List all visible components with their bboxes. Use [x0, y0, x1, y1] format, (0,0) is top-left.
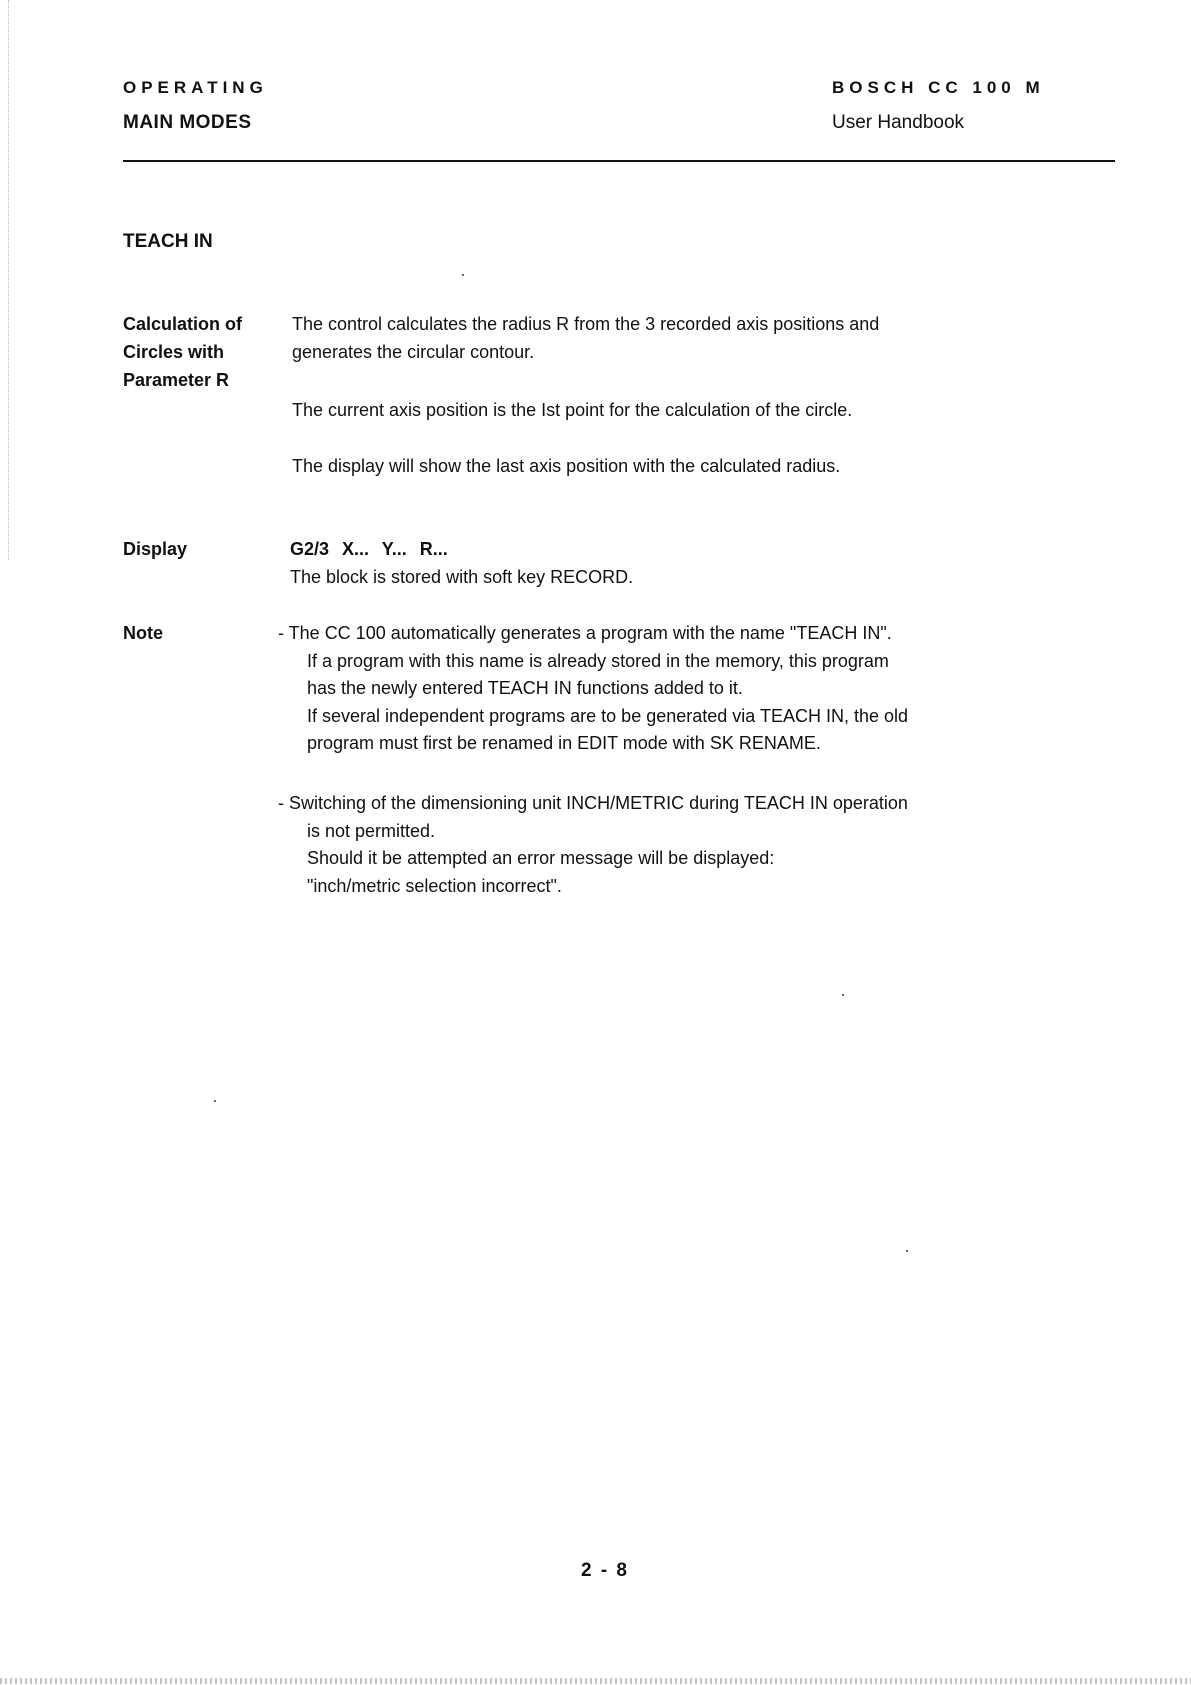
header-product: BOSCH CC 100 M: [832, 78, 1045, 97]
scan-speck: [906, 1250, 908, 1252]
scan-speck: [842, 994, 844, 996]
note-label: Note: [123, 623, 163, 643]
note-item-line: "inch/metric selection incorrect".: [307, 875, 562, 896]
display-label: Display: [123, 539, 188, 559]
calculation-label-line: Circles with: [123, 342, 225, 362]
calculation-label-line: Parameter R: [123, 370, 230, 390]
body-line: The current axis position is the Ist point for the calculation of the circle.: [292, 400, 853, 420]
page-number: 2 - 8: [580, 1560, 630, 1581]
header-doc-type: User Handbook: [832, 112, 965, 133]
note-item-line: If several independent programs are to be generated via TEACH IN, the old: [307, 705, 909, 726]
header-chapter: OPERATING: [123, 78, 268, 97]
note-item-line: is not permitted.: [307, 820, 436, 841]
body-line: generates the circular contour.: [292, 342, 535, 362]
note-item-first-line: - The CC 100 automatically generates a program with the name "TEACH IN".: [278, 623, 892, 643]
display-text: The block is stored with soft key RECORD.: [290, 567, 634, 587]
note-item-line: Should it be attempted an error message will be displayed:: [307, 848, 775, 868]
note-item-line: has the newly entered TEACH IN functions added to it.: [307, 678, 743, 698]
note-item-1: [278, 620, 1018, 758]
note-item-first-line: - Switching of the dimensioning unit INCH/METRIC during TEACH IN operation: [278, 793, 908, 813]
calculation-label: [123, 310, 242, 394]
scan-speck: [214, 1100, 216, 1102]
calculation-paragraph-1: [292, 310, 1012, 366]
display-code: G2/3 X... Y... R...: [290, 539, 448, 559]
header-section: MAIN MODES: [123, 112, 252, 133]
body-line: The control calculates the radius R from the 3 recorded axis positions and: [292, 314, 880, 334]
note-item-line: program must first be renamed in EDIT mode with SK RENAME.: [307, 733, 821, 753]
calculation-paragraph-3: [292, 452, 1012, 480]
scan-speck: [462, 274, 464, 276]
display-content: [290, 535, 1010, 591]
calculation-label-line: Calculation of: [123, 314, 243, 334]
scan-margin-line: [8, 0, 9, 560]
body-line: The display will show the last axis position with the calculated radius.: [292, 456, 841, 476]
calculation-paragraph-2: [292, 396, 1012, 424]
section-title: TEACH IN: [123, 231, 213, 252]
scan-bottom-edge: [0, 1678, 1191, 1684]
header-rule: [123, 160, 1115, 162]
note-item-line: If a program with this name is already stored in the memory, this program: [307, 650, 889, 671]
note-item-2: [278, 790, 1018, 900]
